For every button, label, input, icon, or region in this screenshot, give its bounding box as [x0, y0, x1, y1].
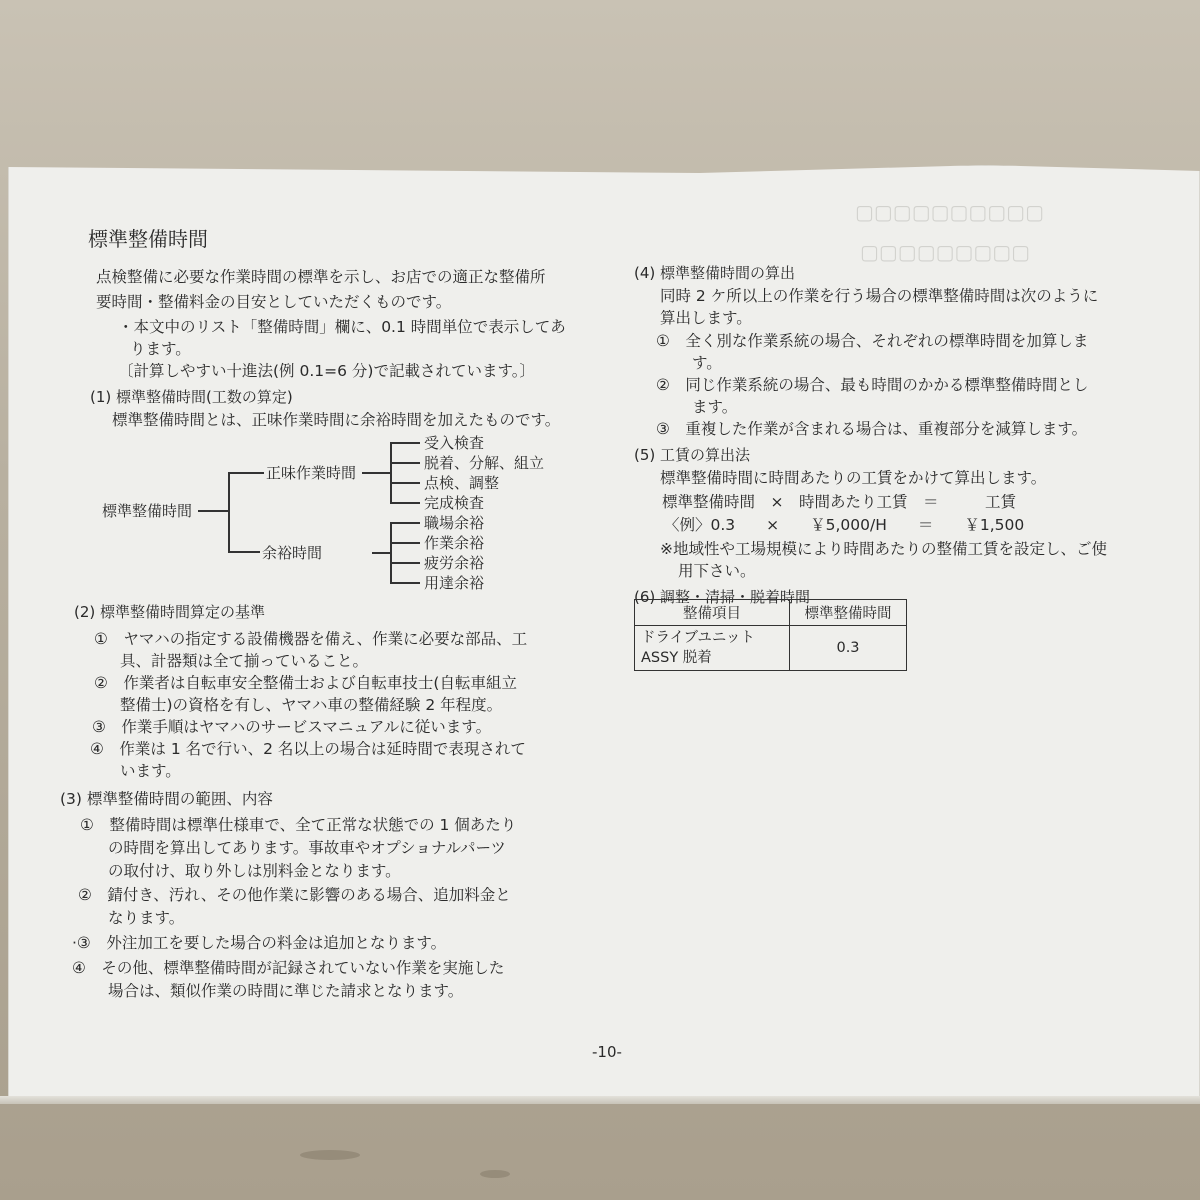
tree-connector — [372, 552, 390, 554]
list-item: ④ 作業は 1 名で行い、2 名以上の場合は延時間で表現されて — [90, 740, 526, 758]
list-item: 整備士)の資格を有し、ヤマハ車の整備経験 2 年程度。 — [120, 696, 503, 714]
show-through-text: ▢▢▢▢▢▢▢▢▢▢ — [855, 200, 1044, 224]
list-item: ③ 重複した作業が含まれる場合は、重複部分を減算します。 — [656, 420, 1088, 438]
subsection-body: 同時 2 ケ所以上の作業を行う場合の標準整備時間は次のように — [660, 287, 1099, 305]
list-item: ② 錆付き、汚れ、その他作業に影響のある場合、追加料金と — [78, 886, 511, 904]
list-item: の時間を算出してあります。事故車やオプショナルパーツ — [108, 839, 506, 857]
intro-line: 点検整備に必要な作業時間の標準を示し、お店での適正な整備所 — [96, 268, 546, 286]
list-item: す。 — [692, 354, 722, 372]
tree-leaf: 職場余裕 — [424, 514, 485, 532]
tree-connector — [228, 551, 260, 553]
subsection-heading: (5) 工賃の算出法 — [634, 446, 751, 464]
show-through-text: ▢▢▢▢▢▢▢▢▢ — [860, 240, 1031, 264]
tree-connector — [390, 502, 420, 504]
subsection-heading: (6) 調整・清掃・脱着時間 — [634, 588, 811, 606]
list-item: ① ヤマハの指定する設備機器を備え、作業に必要な部品、工 — [94, 630, 528, 648]
subsection-heading: (4) 標準整備時間の算出 — [634, 264, 796, 282]
list-item: ③ 作業手順はヤマハのサービスマニュアルに従います。 — [92, 718, 492, 736]
formula-example: 〈例〉0.3 × ￥5,000/H ＝ ￥1,500 — [664, 516, 1025, 534]
tree-leaf: 用達余裕 — [424, 574, 485, 592]
desk-scuff — [300, 1150, 360, 1160]
subsection-heading: (2) 標準整備時間算定の基準 — [74, 603, 266, 621]
tree-connector — [228, 472, 230, 552]
subsection-heading: (3) 標準整備時間の範囲、内容 — [60, 790, 273, 808]
tree-connector — [390, 462, 420, 464]
intro-line: 要時間・整備料金の目安としていただくものです。 — [96, 293, 452, 311]
tree-leaf: 脱着、分解、組立 — [424, 454, 545, 472]
tree-connector — [390, 442, 420, 444]
table-cell: ドライブユニット ASSY 脱着 — [635, 626, 790, 671]
section-title: 標準整備時間 — [88, 227, 208, 251]
list-item: ます。 — [692, 398, 738, 416]
tree-connector — [390, 482, 420, 484]
page-number: -10- — [592, 1043, 622, 1061]
list-item: います。 — [120, 762, 181, 780]
tree-leaf: 疲労余裕 — [424, 554, 485, 572]
tree-branch: 余裕時間 — [262, 544, 323, 562]
intro-note: ります。 — [130, 340, 191, 358]
adjustment-table — [634, 599, 907, 671]
tree-connector — [390, 442, 392, 502]
subsection-heading: (1) 標準整備時間(工数の算定) — [90, 388, 293, 406]
note: ※地域性や工場規模により時間あたりの整備工賃を設定し、ご使 — [660, 540, 1107, 558]
tree-connector — [390, 582, 420, 584]
intro-note: 〔計算しやすい十進法(例 0.1=6 分)で記載されています。〕 — [118, 362, 535, 380]
tree-connector — [390, 522, 392, 582]
list-item: ① 全く別な作業系統の場合、それぞれの標準時間を加算しま — [656, 332, 1089, 350]
formula-line: 標準整備時間 × 時間あたり工賃 ＝ 工賃 — [662, 493, 1016, 511]
subsection-body: 標準整備時間とは、正味作業時間に余裕時間を加えたものです。 — [112, 411, 561, 429]
tree-connector — [362, 472, 390, 474]
list-item: なります。 — [108, 909, 185, 927]
tree-root: 標準整備時間 — [102, 502, 193, 520]
table-header: 標準整備時間 — [790, 600, 907, 626]
list-item: の取付け、取り外しは別料金となります。 — [108, 862, 401, 880]
tree-connector — [198, 510, 228, 512]
tree-leaf: 受入検査 — [424, 434, 485, 452]
tree-connector — [390, 522, 420, 524]
note: 用下さい。 — [678, 562, 756, 580]
table-header: 整備項目 — [635, 600, 790, 626]
list-item: ① 整備時間は標準仕様車で、全て正常な状態での 1 個あたり — [80, 816, 517, 834]
page-edge — [0, 1096, 1200, 1104]
list-item: ·③ 外注加工を要した場合の料金は追加となります。 — [72, 934, 447, 952]
subsection-body: 標準整備時間に時間あたりの工賃をかけて算出します。 — [660, 469, 1047, 487]
list-item: ④ その他、標準整備時間が記録されていない作業を実施した — [72, 959, 505, 977]
tree-leaf: 点検、調整 — [424, 474, 500, 492]
table-cell: 0.3 — [790, 626, 907, 671]
subsection-body: 算出します。 — [660, 309, 752, 327]
tree-connector — [390, 542, 420, 544]
list-item: ② 作業者は自転車安全整備士および自転車技士(自転車組立 — [94, 674, 517, 692]
tree-branch: 正味作業時間 — [266, 464, 357, 482]
list-item: ② 同じ作業系統の場合、最も時間のかかる標準整備時間とし — [656, 376, 1089, 394]
intro-note: ・本文中のリスト「整備時間」欄に、0.1 時間単位で表示してあ — [118, 318, 566, 336]
tree-connector — [228, 472, 264, 474]
list-item: 場合は、類似作業の時間に準じた請求となります。 — [108, 982, 464, 1000]
tree-leaf: 作業余裕 — [424, 534, 485, 552]
list-item: 具、計器類は全て揃っていること。 — [120, 652, 369, 670]
tree-connector — [390, 562, 420, 564]
tree-leaf: 完成検査 — [424, 494, 485, 512]
desk-scuff — [480, 1170, 510, 1178]
